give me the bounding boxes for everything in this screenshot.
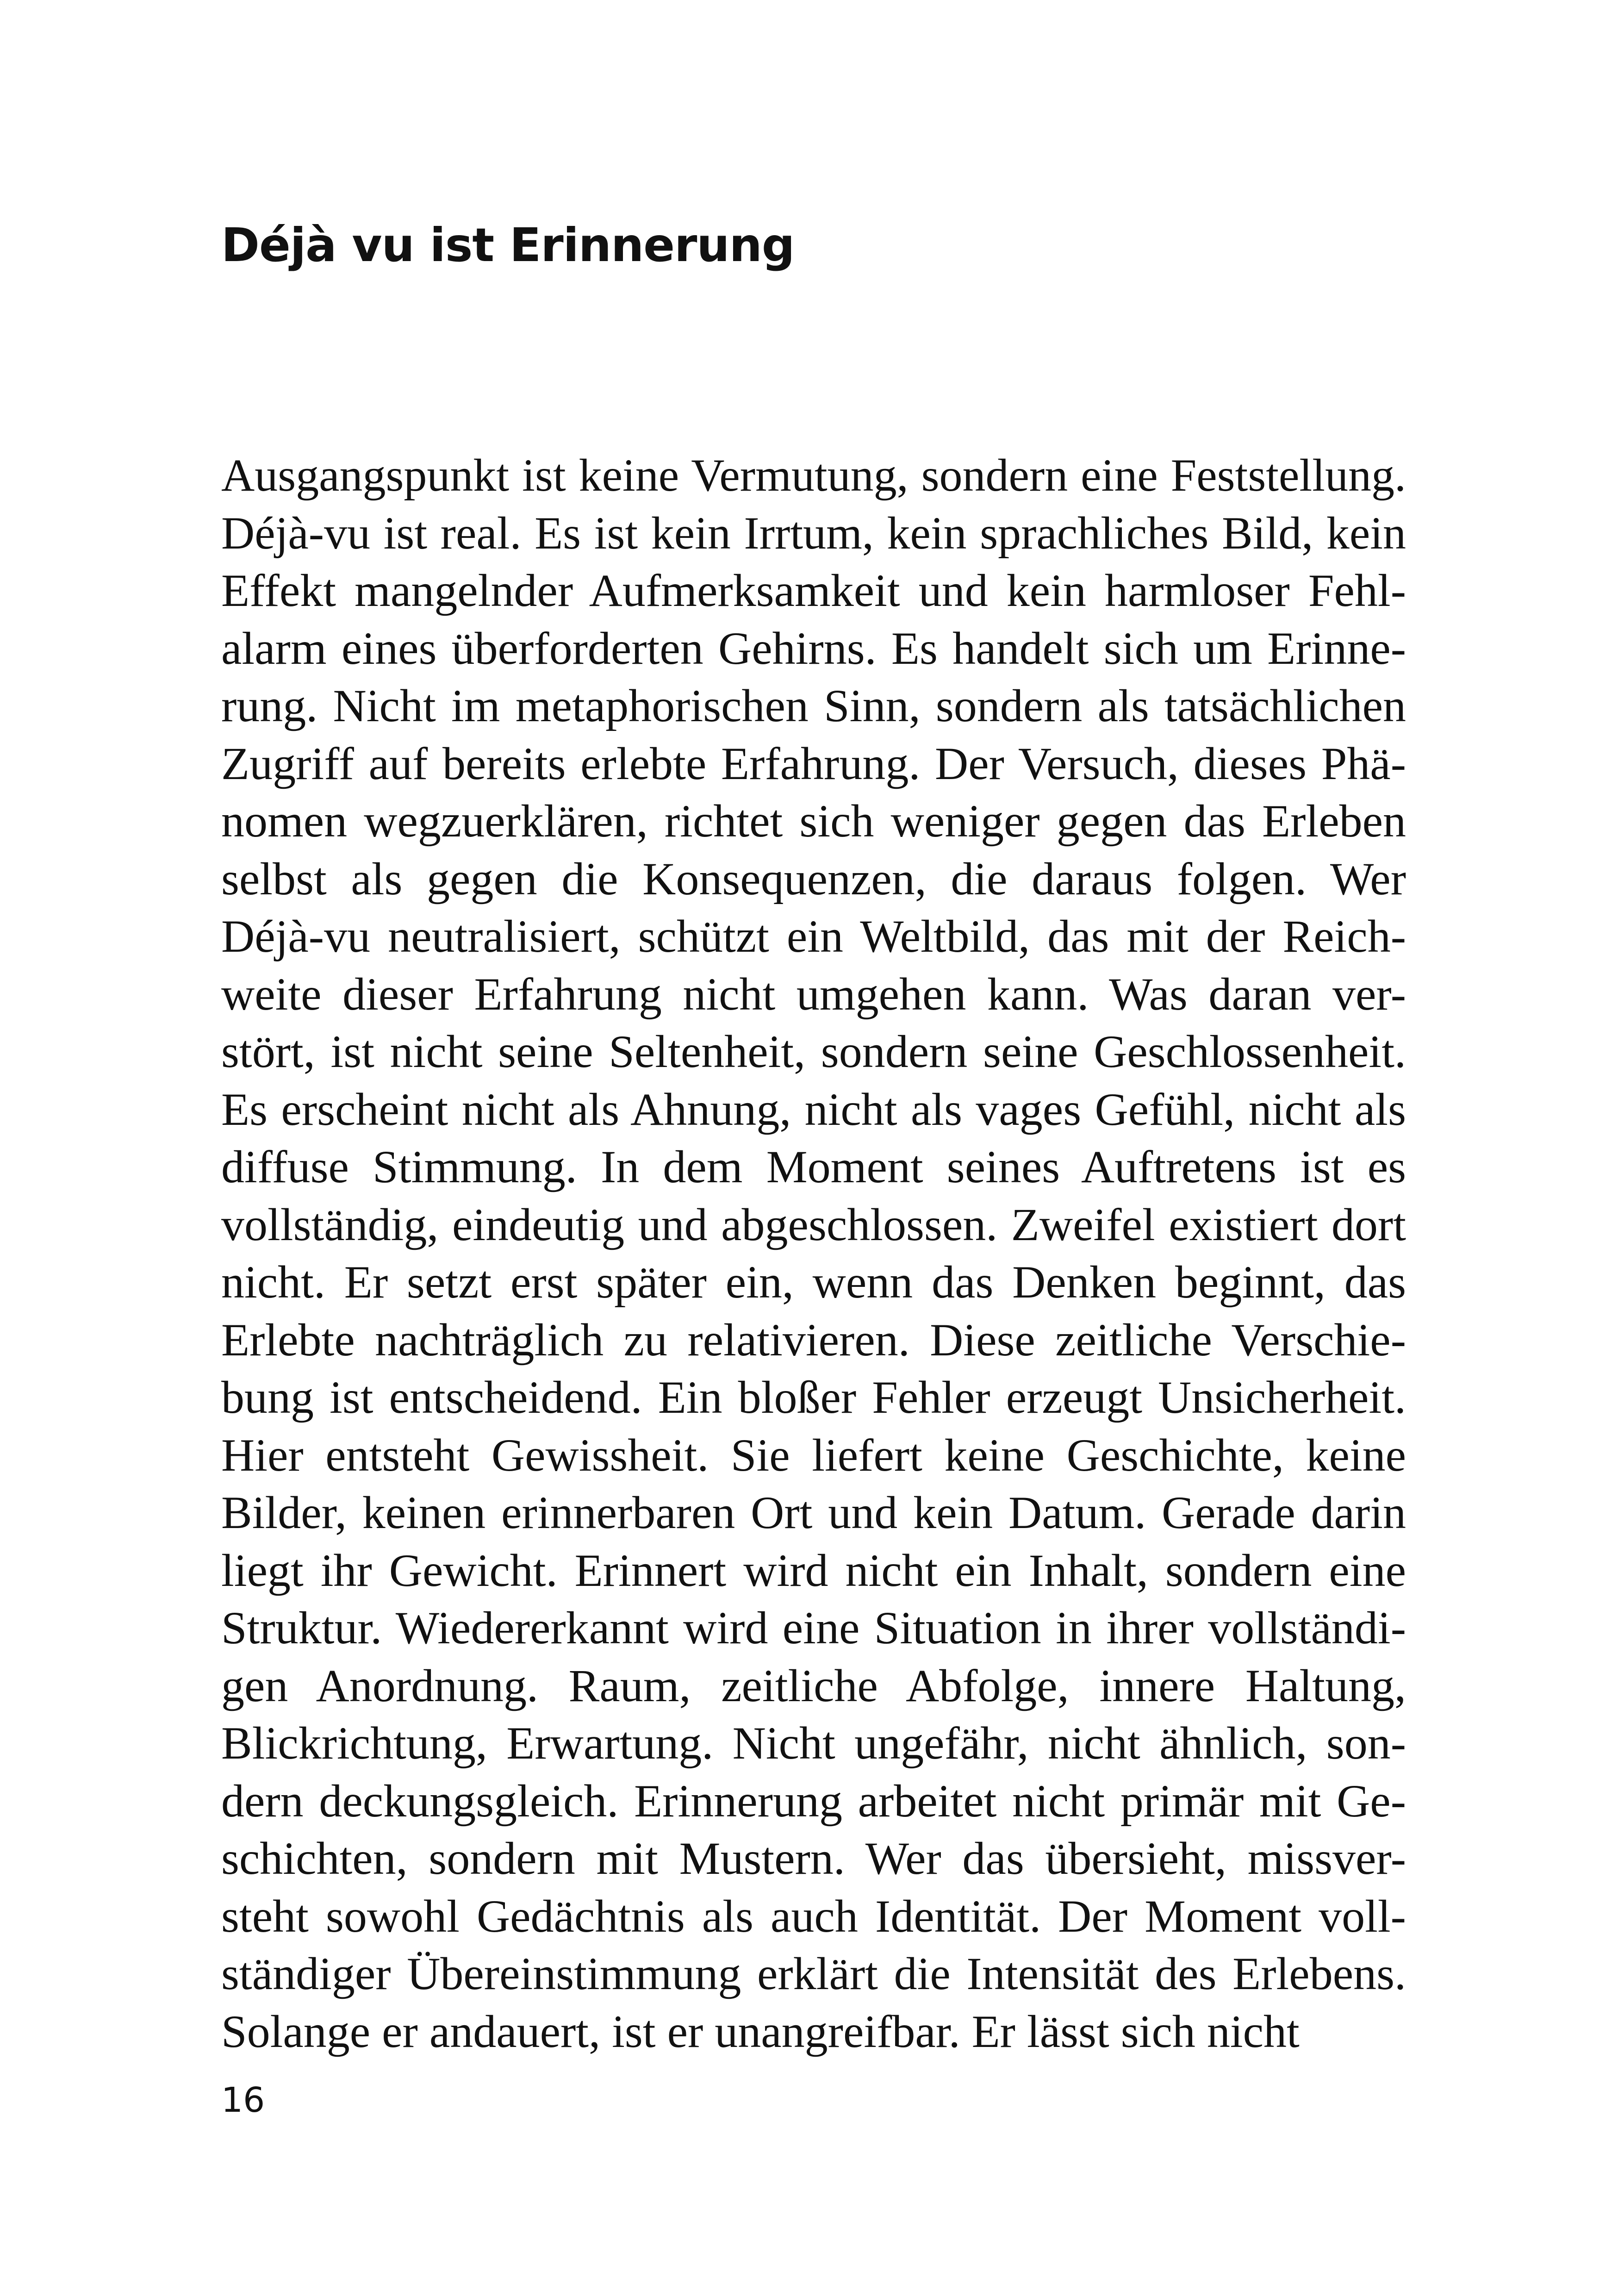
text-line: dern deckungsgleich. Erinnerung arbeitet nicht primär mit Ge- — [221, 1775, 1406, 1827]
text-line: Effekt mangelnder Aufmerksamkeit und kein harmloser Fehl- — [221, 565, 1406, 616]
text-line: Ausgangspunkt ist keine Vermutung, sondern eine Feststellung. — [221, 449, 1406, 501]
text-line: Struktur. Wiedererkannt wird eine Situation in ihrer vollständi- — [221, 1602, 1406, 1653]
text-line: Hier entsteht Gewissheit. Sie liefert keine Geschichte, keine — [221, 1429, 1406, 1481]
text-line: Solange er andauert, ist er unangreifbar. Er lässt sich nicht — [221, 2005, 1300, 2057]
text-line: gen Anordnung. Raum, zeitliche Abfolge, innere Haltung, — [221, 1660, 1406, 1711]
page-number: 16 — [221, 2080, 265, 2120]
text-line: rung. Nicht im metaphorischen Sinn, sondern als tatsächlichen — [221, 680, 1406, 731]
text-line: Déjà-vu neutralisiert, schützt ein Weltbild, das mit der Reich- — [221, 911, 1406, 962]
text-line: weite dieser Erfahrung nicht umgehen kann. Was daran ver- — [221, 968, 1406, 1020]
text-line: stört, ist nicht seine Seltenheit, sondern seine Geschlossenheit. — [221, 1026, 1406, 1077]
text-line: Zugriff auf bereits erlebte Erfahrung. Der Versuch, dieses Phä- — [221, 737, 1406, 789]
text-line: Bilder, keinen erinnerbaren Ort und kein Datum. Gerade darin — [221, 1487, 1406, 1538]
text-line: selbst als gegen die Konsequenzen, die daraus folgen. Wer — [221, 853, 1406, 905]
text-line: liegt ihr Gewicht. Erinnert wird nicht ein Inhalt, sondern eine — [221, 1544, 1406, 1596]
text-line: Es erscheint nicht als Ahnung, nicht als vages Gefühl, nicht als — [221, 1083, 1406, 1135]
text-line: schichten, sondern mit Mustern. Wer das übersieht, missver- — [221, 1833, 1406, 1884]
chapter-title: Déjà vu ist Erinnerung — [221, 218, 795, 272]
text-line: bung ist entscheidend. Ein bloßer Fehler erzeugt Unsicherheit. — [221, 1372, 1406, 1423]
text-line: Déjà-vu ist real. Es ist kein Irrtum, kein sprachliches Bild, kein — [221, 507, 1406, 559]
text-line: ständiger Übereinstimmung erklärt die Intensität des Erlebens. — [221, 1948, 1406, 1999]
text-line: nicht. Er setzt erst später ein, wenn das Denken beginnt, das — [221, 1256, 1406, 1308]
body-paragraph — [221, 447, 1406, 2060]
text-line: vollständig, eindeutig und abgeschlossen. Zweifel existiert dort — [221, 1198, 1406, 1250]
text-line: alarm eines überforderten Gehirns. Es handelt sich um Erinne- — [221, 622, 1406, 674]
text-line: Erlebte nachträglich zu relativieren. Diese zeitliche Verschie- — [221, 1314, 1406, 1366]
text-line: Blickrichtung, Erwartung. Nicht ungefähr, nicht ähnlich, son- — [221, 1717, 1406, 1769]
text-line: nomen wegzuerklären, richtet sich weniger gegen das Erleben — [221, 795, 1406, 847]
text-line: steht sowohl Gedächtnis als auch Identität. Der Moment voll- — [221, 1890, 1406, 1942]
text-line: diffuse Stimmung. In dem Moment seines Auftretens ist es — [221, 1141, 1406, 1192]
